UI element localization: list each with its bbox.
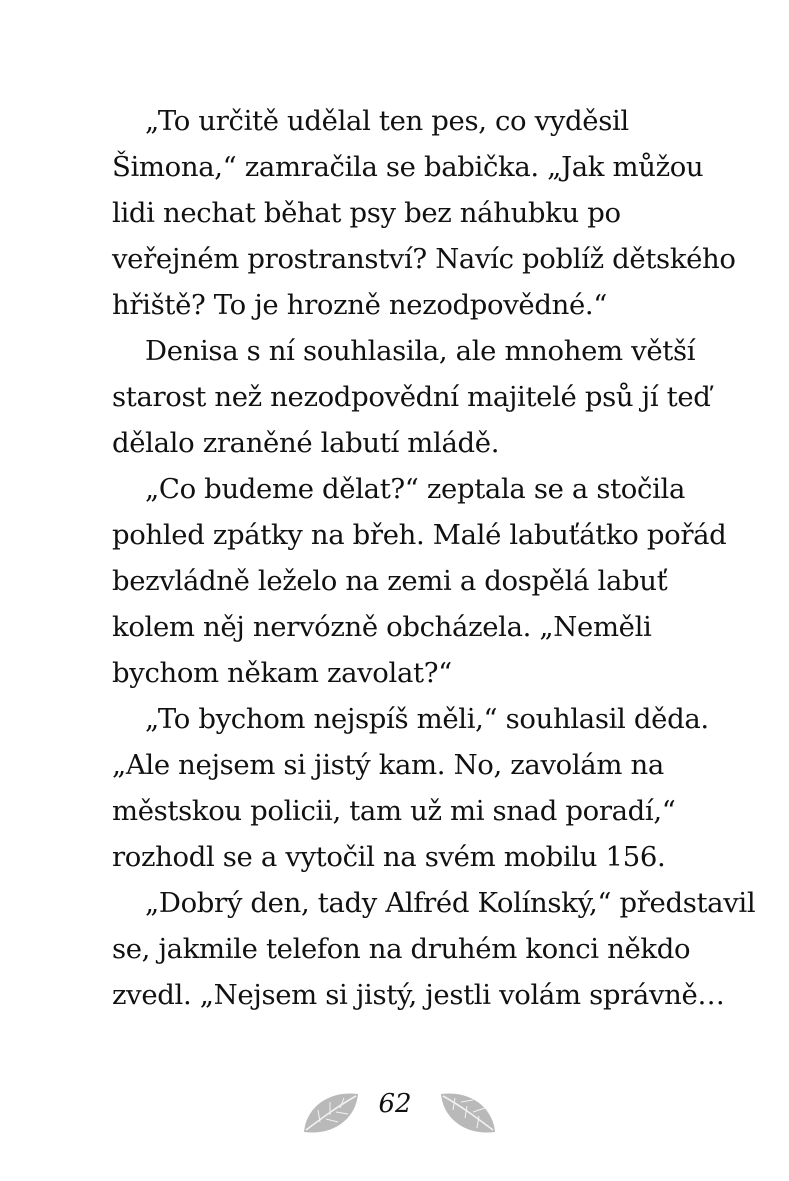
page-footer: [0, 1080, 789, 1150]
text-line: pohled zpátky na břeh. Malé labuťátko pořád: [112, 519, 727, 551]
text-line: „To určitě udělal ten pes, co vyděsil: [145, 105, 629, 137]
text-line: rozhodl se a vytočil na svém mobilu 156.: [112, 841, 666, 873]
text-line: Šimona,“ zamračila se babička. „Jak můžou: [112, 151, 704, 183]
text-line: „Co budeme dělat?“ zeptala se a stočila: [145, 473, 686, 505]
text-line: městskou policii, tam už mi snad poradí,“: [112, 795, 676, 827]
text-line: „To bychom nejspíš měli,“ souhlasil děda.: [145, 703, 709, 735]
leaf-icon: [437, 1086, 499, 1138]
text-line: veřejném prostranství? Navíc poblíž dětského: [112, 243, 736, 275]
text-line: dělalo zraněné labutí mládě.: [112, 427, 500, 459]
page-number: 62: [378, 1089, 412, 1119]
text-line: lidi nechat běhat psy bez náhubku po: [112, 197, 621, 229]
text-line: bezvládně leželo na zemi a dospělá labuť: [112, 565, 668, 597]
text-line: bychom někam zavolat?“: [112, 657, 452, 689]
text-line: „Ale nejsem si jistý kam. No, zavolám na: [112, 749, 664, 781]
leaf-icon: [300, 1086, 362, 1138]
text-line: se, jakmile telefon na druhém konci někdo: [112, 933, 691, 965]
text-line: zvedl. „Nejsem si jistý, jestli volám správně…: [112, 979, 725, 1011]
text-line: starost než nezodpovědní majitelé psů jí teď: [112, 381, 711, 413]
body-text: [112, 98, 756, 1018]
text-line: kolem něj nervózně obcházela. „Neměli: [112, 611, 652, 643]
text-line: Denisa s ní souhlasila, ale mnohem větší: [145, 335, 696, 367]
text-line: „Dobrý den, tady Alfréd Kolínský,“ představil: [145, 887, 756, 919]
text-line: hřiště? To je hrozně nezodpovědné.“: [112, 289, 607, 321]
